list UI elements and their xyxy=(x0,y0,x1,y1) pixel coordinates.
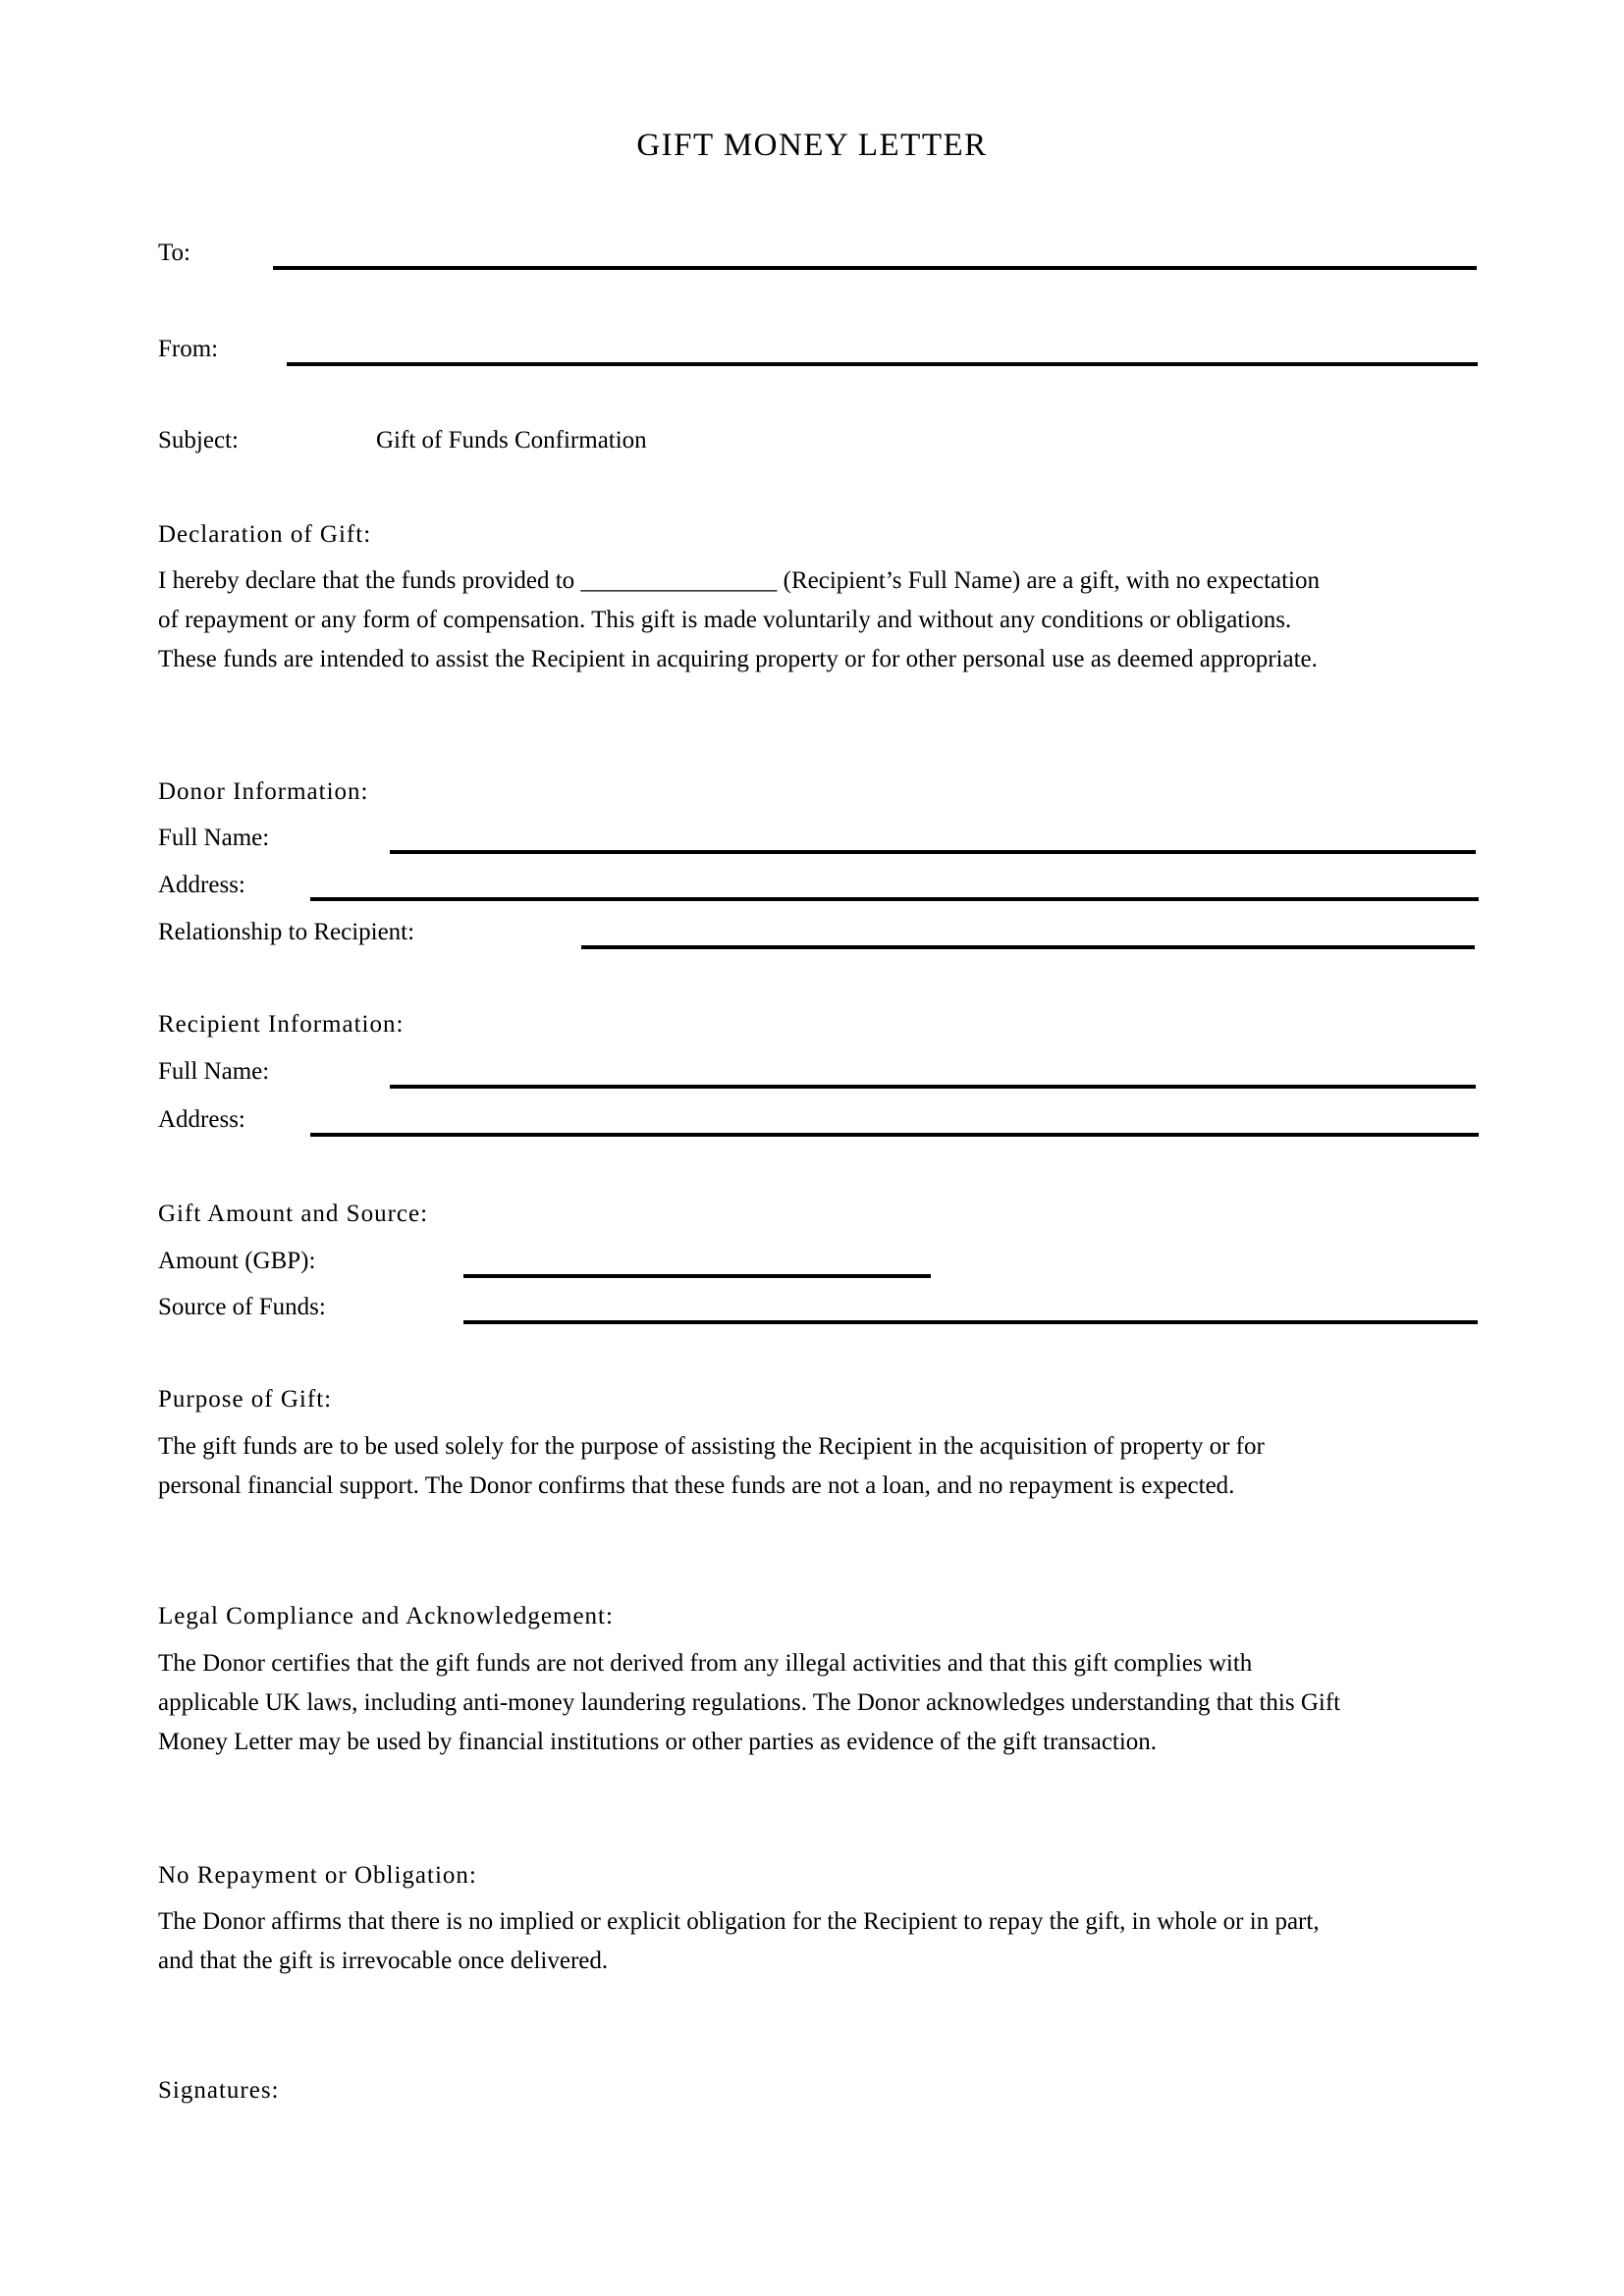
to-blank-line xyxy=(273,266,1477,270)
donor-address-label: Address: xyxy=(158,872,245,898)
no-repayment-heading: No Repayment or Obligation: xyxy=(158,1862,477,1889)
from-blank-line xyxy=(287,362,1478,366)
subject-label: Subject: xyxy=(158,427,239,454)
gift-amount-heading: Gift Amount and Source: xyxy=(158,1201,429,1227)
purpose-heading: Purpose of Gift: xyxy=(158,1386,333,1413)
donor-relationship-label: Relationship to Recipient: xyxy=(158,919,415,945)
donor-heading: Donor Information: xyxy=(158,778,369,805)
source-of-funds-label: Source of Funds: xyxy=(158,1294,326,1320)
declaration-paragraph: I hereby declare that the funds provided to ________________ (Recipient’s Full Name) are a gift, with no expectation of repayment or any form of compensation. This gift is made voluntarily and without any conditions or obligations. These funds are intended to assist the Recipient in acquiring property or for other personal use as deemed appropriate. xyxy=(158,567,1321,672)
recipient-full-name-blank-line xyxy=(390,1085,1476,1089)
donor-full-name-label: Full Name: xyxy=(158,825,270,851)
to-label: To: xyxy=(158,240,190,266)
legal-compliance-heading: Legal Compliance and Acknowledgement: xyxy=(158,1603,614,1629)
declaration-heading: Declaration of Gift: xyxy=(158,521,372,548)
subject-value: Gift of Funds Confirmation xyxy=(376,427,647,454)
legal-compliance-paragraph: The Donor certifies that the gift funds are not derived from any illegal activities and that this gift complies with applicable UK laws, including anti-money laundering regulations. The Donor acknowledges understanding that this Gift Money Letter may be used by financial institutions or other parties as evidence of the gift transaction. xyxy=(158,1650,1341,1755)
recipient-full-name-label: Full Name: xyxy=(158,1058,270,1085)
signatures-heading: Signatures: xyxy=(158,2077,280,2104)
donor-full-name-blank-line xyxy=(390,850,1476,854)
recipient-address-label: Address: xyxy=(158,1106,245,1133)
amount-blank-line xyxy=(463,1274,931,1278)
donor-relationship-blank-line xyxy=(581,945,1475,949)
recipient-address-blank-line xyxy=(310,1133,1479,1137)
page-title: GIFT MONEY LETTER xyxy=(636,128,988,163)
source-of-funds-blank-line xyxy=(463,1320,1478,1324)
recipient-heading: Recipient Information: xyxy=(158,1011,405,1038)
donor-address-blank-line xyxy=(310,897,1479,901)
from-label: From: xyxy=(158,336,219,362)
amount-label: Amount (GBP): xyxy=(158,1248,316,1274)
purpose-paragraph: The gift funds are to be used solely for the purpose of assisting the Recipient in the acquisition of property or for personal financial support. The Donor confirms that these funds are not a loan, and no repayment is expected. xyxy=(158,1433,1265,1499)
no-repayment-paragraph: The Donor affirms that there is no implied or explicit obligation for the Recipient to repay the gift, in whole or in part, and that the gift is irrevocable once delivered. xyxy=(158,1908,1320,1974)
